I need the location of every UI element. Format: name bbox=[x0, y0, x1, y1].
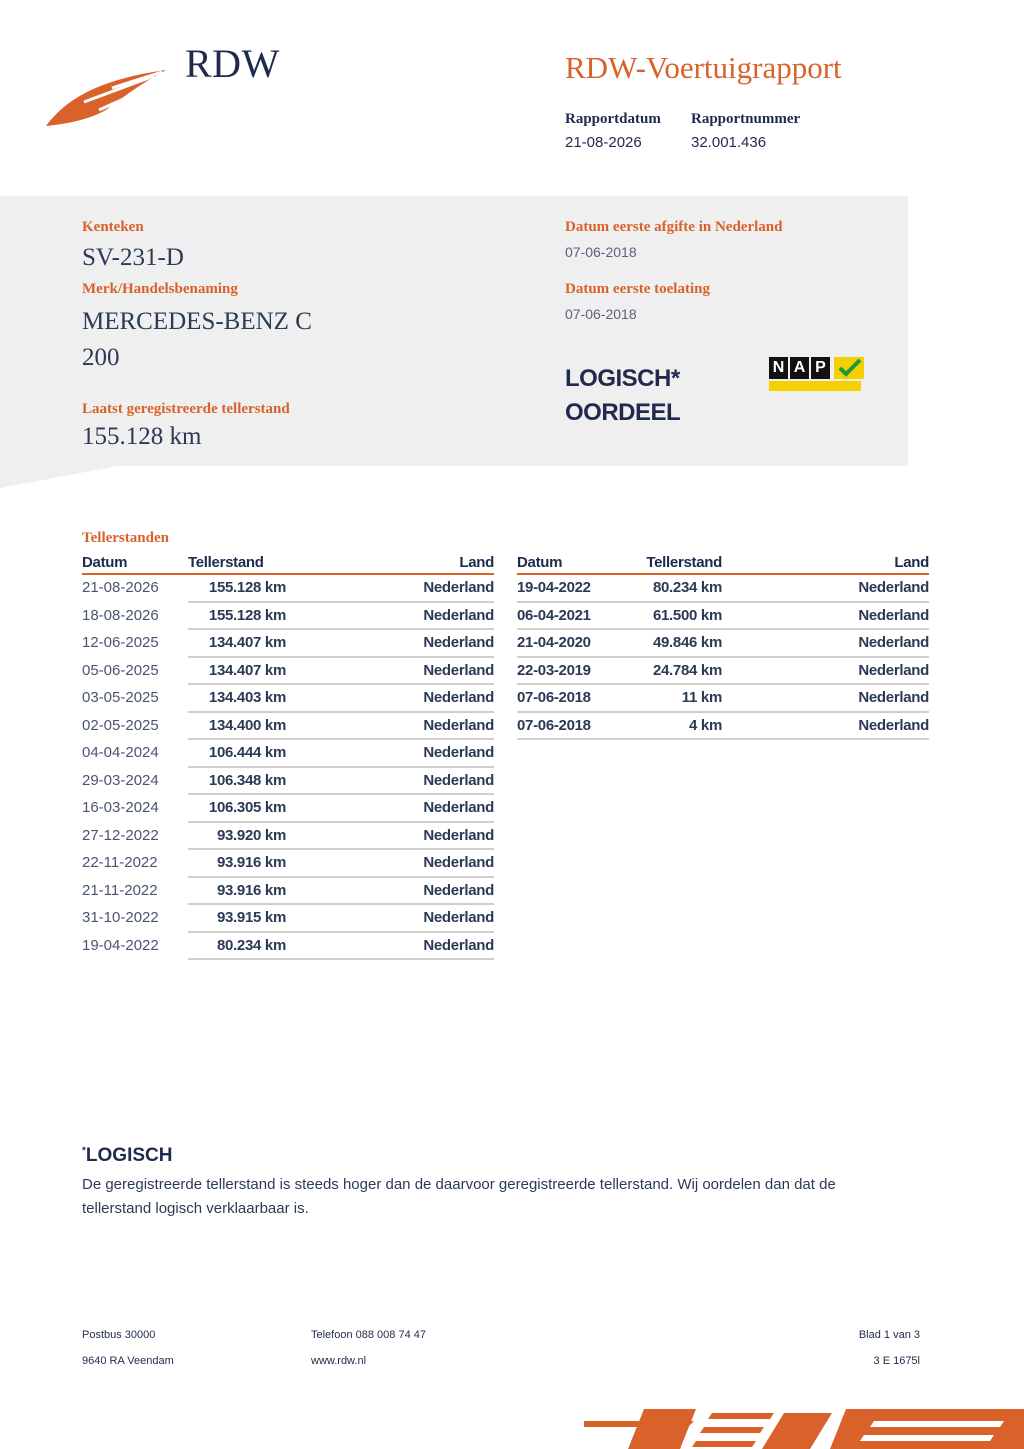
cell-country: Nederland bbox=[722, 684, 929, 712]
cell-date: 12-06-2025 bbox=[82, 629, 188, 657]
cell-country: Nederland bbox=[308, 684, 494, 712]
table-row bbox=[82, 849, 494, 877]
cell-reading: 134.403 km bbox=[188, 684, 308, 712]
cell-reading: 80.234 km bbox=[617, 574, 722, 602]
header-date: Datum bbox=[517, 551, 617, 574]
cell-date: 19-04-2022 bbox=[517, 574, 617, 602]
cell-reading: 93.916 km bbox=[188, 849, 308, 877]
cell-country: Nederland bbox=[308, 629, 494, 657]
table-row bbox=[82, 684, 494, 712]
cell-country: Nederland bbox=[308, 602, 494, 630]
cell-country: Nederland bbox=[308, 877, 494, 905]
table-row bbox=[82, 932, 494, 960]
cell-reading: 106.444 km bbox=[188, 739, 308, 767]
odometer-value: 155.128 km bbox=[82, 423, 202, 450]
nap-letter-n: N bbox=[769, 357, 788, 379]
make-value-line2: 200 bbox=[82, 344, 120, 371]
table-header-row bbox=[82, 551, 494, 574]
table-header-row bbox=[517, 551, 929, 574]
first-issue-nl-label: Datum eerste afgifte in Nederland bbox=[565, 219, 783, 235]
footer-address-line2: 9640 RA Veendam bbox=[82, 1355, 174, 1367]
table-row bbox=[82, 877, 494, 905]
cell-country: Nederland bbox=[308, 712, 494, 740]
footer-page-number: Blad 1 van 3 bbox=[858, 1329, 920, 1341]
cell-country: Nederland bbox=[308, 822, 494, 850]
odometer-table-right bbox=[517, 551, 929, 740]
table-row bbox=[82, 822, 494, 850]
cell-reading: 4 km bbox=[617, 712, 722, 740]
cell-reading: 106.305 km bbox=[188, 794, 308, 822]
report-number-label: Rapportnummer bbox=[691, 111, 801, 127]
cell-reading: 134.407 km bbox=[188, 657, 308, 685]
cell-date: 27-12-2022 bbox=[82, 822, 188, 850]
cell-reading: 24.784 km bbox=[617, 657, 722, 685]
table-row bbox=[517, 602, 929, 630]
cell-date: 05-06-2025 bbox=[82, 657, 188, 685]
cell-date: 07-06-2018 bbox=[517, 684, 617, 712]
cell-date: 02-05-2025 bbox=[82, 712, 188, 740]
cell-country: Nederland bbox=[308, 767, 494, 795]
cell-country: Nederland bbox=[308, 574, 494, 602]
cell-date: 07-06-2018 bbox=[517, 712, 617, 740]
make-label: Merk/Handelsbenaming bbox=[82, 281, 238, 297]
nap-letter-p: P bbox=[811, 357, 830, 379]
cell-country: Nederland bbox=[308, 849, 494, 877]
cell-reading: 93.920 km bbox=[188, 822, 308, 850]
table-row bbox=[517, 629, 929, 657]
table-row bbox=[517, 657, 929, 685]
odometer-table-left bbox=[82, 551, 494, 960]
cell-date: 03-05-2025 bbox=[82, 684, 188, 712]
rdw-logo-icon bbox=[44, 62, 169, 132]
cell-reading: 61.500 km bbox=[617, 602, 722, 630]
cell-date: 31-10-2022 bbox=[82, 904, 188, 932]
odometer-label: Laatst geregistreerde tellerstand bbox=[82, 401, 290, 417]
verdict-line1: LOGISCH* bbox=[565, 365, 680, 392]
odometer-table-left-body bbox=[82, 574, 494, 959]
cell-country: Nederland bbox=[308, 794, 494, 822]
cell-date: 18-08-2026 bbox=[82, 602, 188, 630]
cell-date: 04-04-2024 bbox=[82, 739, 188, 767]
footnote-marker: * bbox=[82, 1145, 86, 1157]
cell-date: 22-11-2022 bbox=[82, 849, 188, 877]
decorative-stripes-icon bbox=[584, 1405, 1024, 1449]
cell-date: 22-03-2019 bbox=[517, 657, 617, 685]
table-row bbox=[82, 794, 494, 822]
table-row bbox=[517, 712, 929, 740]
footer-code: 3 E 1675l bbox=[873, 1355, 920, 1367]
first-admission-label: Datum eerste toelating bbox=[565, 281, 710, 297]
cell-country: Nederland bbox=[722, 574, 929, 602]
cell-date: 19-04-2022 bbox=[82, 932, 188, 960]
cell-reading: 134.407 km bbox=[188, 629, 308, 657]
plate-value: SV-231-D bbox=[82, 244, 184, 271]
table-row bbox=[82, 739, 494, 767]
panel-tab-decoration bbox=[0, 466, 118, 488]
make-value-line1: MERCEDES-BENZ C bbox=[82, 308, 312, 335]
nap-logo bbox=[769, 357, 864, 379]
cell-country: Nederland bbox=[308, 657, 494, 685]
header-country: Land bbox=[722, 551, 929, 574]
cell-country: Nederland bbox=[722, 657, 929, 685]
report-date: 21-08-2026 bbox=[565, 134, 642, 151]
footnote-title bbox=[82, 1145, 172, 1167]
cell-country: Nederland bbox=[308, 904, 494, 932]
cell-reading: 49.846 km bbox=[617, 629, 722, 657]
cell-country: Nederland bbox=[308, 932, 494, 960]
nap-letter-a: A bbox=[790, 357, 809, 379]
cell-reading: 93.916 km bbox=[188, 877, 308, 905]
report-number: 32.001.436 bbox=[691, 134, 767, 151]
cell-reading: 11 km bbox=[617, 684, 722, 712]
footnote-title-text: LOGISCH bbox=[85, 1145, 173, 1166]
footer-phone: Telefoon 088 008 74 47 bbox=[311, 1329, 426, 1341]
table-row bbox=[82, 574, 494, 602]
cell-reading: 155.128 km bbox=[188, 602, 308, 630]
report-title: RDW-Voertuigrapport bbox=[565, 50, 842, 85]
logo-text: RDW bbox=[185, 41, 280, 86]
cell-reading: 93.915 km bbox=[188, 904, 308, 932]
cell-date: 16-03-2024 bbox=[82, 794, 188, 822]
cell-reading: 80.234 km bbox=[188, 932, 308, 960]
odometer-history-title: Tellerstanden bbox=[82, 530, 169, 546]
cell-reading: 106.348 km bbox=[188, 767, 308, 795]
table-row bbox=[82, 712, 494, 740]
header-country: Land bbox=[308, 551, 494, 574]
table-row bbox=[82, 904, 494, 932]
cell-reading: 134.400 km bbox=[188, 712, 308, 740]
table-row bbox=[517, 684, 929, 712]
table-row bbox=[82, 629, 494, 657]
first-admission-value: 07-06-2018 bbox=[565, 306, 637, 322]
table-row bbox=[82, 602, 494, 630]
odometer-table-right-body bbox=[517, 574, 929, 739]
checkmark-icon bbox=[834, 357, 864, 379]
report-date-label: Rapportdatum bbox=[565, 111, 661, 127]
header-reading: Tellerstand bbox=[188, 551, 308, 574]
cell-date: 29-03-2024 bbox=[82, 767, 188, 795]
cell-date: 21-11-2022 bbox=[82, 877, 188, 905]
cell-date: 21-08-2026 bbox=[82, 574, 188, 602]
cell-date: 06-04-2021 bbox=[517, 602, 617, 630]
table-row bbox=[82, 767, 494, 795]
footer-address-line1: Postbus 30000 bbox=[82, 1329, 156, 1341]
table-row bbox=[82, 657, 494, 685]
cell-date: 21-04-2020 bbox=[517, 629, 617, 657]
cell-reading: 155.128 km bbox=[188, 574, 308, 602]
verdict-line2: OORDEEL bbox=[565, 399, 681, 426]
first-issue-nl-value: 07-06-2018 bbox=[565, 244, 637, 260]
table-row bbox=[517, 574, 929, 602]
header-reading: Tellerstand bbox=[617, 551, 722, 574]
plate-label: Kenteken bbox=[82, 219, 144, 235]
cell-country: Nederland bbox=[308, 739, 494, 767]
footer-website[interactable]: www.rdw.nl bbox=[311, 1355, 367, 1367]
footnote-text: De geregistreerde tellerstand is steeds hoger dan de daarvoor geregistreerde tellerstand. Wij oordelen dan dat de tellerstand logisch verklaarbaar is. bbox=[82, 1176, 836, 1217]
cell-country: Nederland bbox=[722, 629, 929, 657]
verdict bbox=[565, 362, 680, 430]
cell-country: Nederland bbox=[722, 602, 929, 630]
nap-underbar bbox=[769, 381, 861, 391]
cell-country: Nederland bbox=[722, 712, 929, 740]
header-date: Datum bbox=[82, 551, 188, 574]
